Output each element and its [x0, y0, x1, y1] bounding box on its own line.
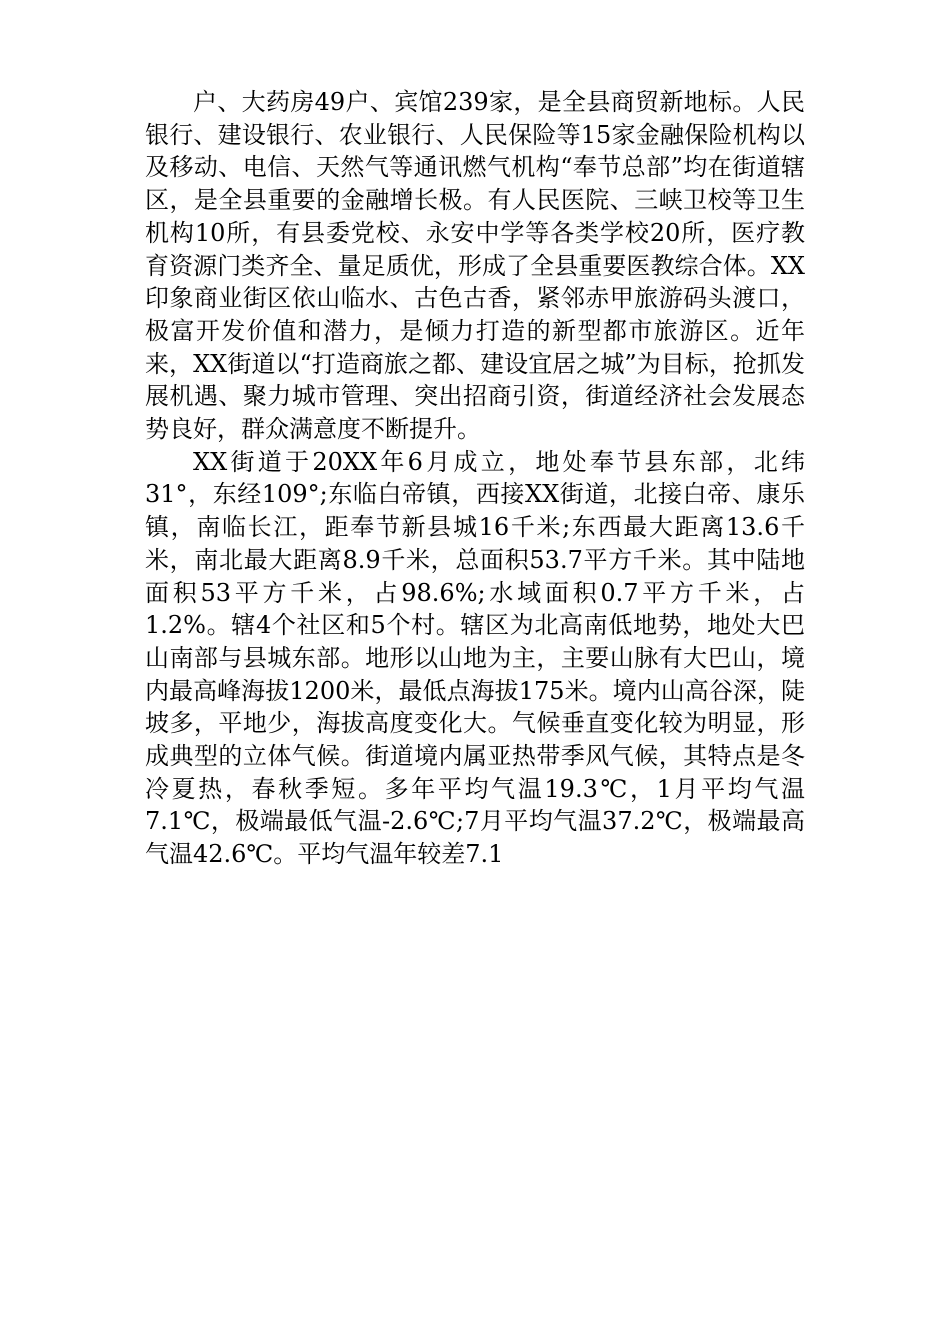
- document-body: [145, 86, 805, 871]
- paragraph-geography-climate: XX街道于20XX年6月成立，地处奉节县东部，北纬31°，东经109°;东临白帝镇，西接XX街道，北接白帝、康乐镇，南临长江，距奉节新县城16千米;东西最大距离13.6千米，南北最大距离8.9千米，总面积53.7平方千米。其中陆地面积53平方千米，占98.6%;水域面积0.7平方千米，占1.2%。辖4个社区和5个村。辖区为北高南低地势，地处大巴山南部与县城东部。地形以山地为主，主要山脉有大巴山，境内最高峰海拔1200米，最低点海拔175米。境内山高谷深，陡坡多，平地少，海拔高度变化大。气候垂直变化较为明显，形成典型的立体气候。街道境内属亚热带季风气候，其特点是冬冷夏热，春秋季短。多年平均气温19.3℃，1月平均气温7.1℃，极端最低气温-2.6℃;7月平均气温37.2℃，极端最高气温42.6℃。平均气温年较差7.1: [145, 447, 805, 869]
- paragraph-commerce-finance: 户、大药房49户、宾馆239家，是全县商贸新地标。人民银行、建设银行、农业银行、人民保险等15家金融保险机构以及移动、电信、天然气等通讯燃气机构“奉节总部”均在街道辖区，是全县重要的金融增长极。有人民医院、三峡卫校等卫生机构10所，有县委党校、永安中学等各类学校20所，医疗教育资源门类齐全、量足质优，形成了全县重要医教综合体。XX印象商业街区依山临水、古色古香，紧邻赤甲旅游码头渡口，极富开发价值和潜力，是倾力打造的新型都市旅游区。近年来，XX街道以“打造商旅之都、建设宜居之城”为目标，抢抓发展机遇、聚力城市管理、突出招商引资，街道经济社会发展态势良好，群众满意度不断提升。: [145, 88, 805, 444]
